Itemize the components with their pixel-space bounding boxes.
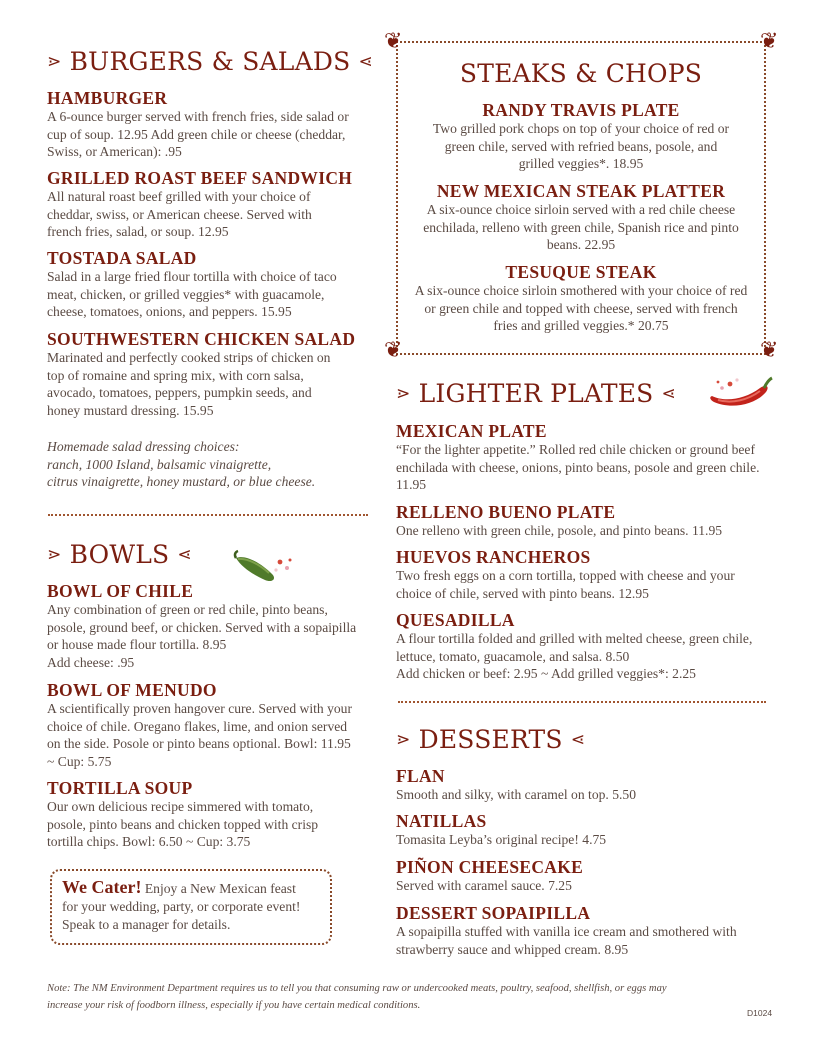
arrow-ornament-icon: ⋗	[396, 730, 411, 750]
menu-item	[412, 262, 750, 335]
menu-item	[396, 766, 768, 804]
red-chile-pepper-icon	[704, 374, 774, 412]
item-name: RELLENO BUENO PLATE	[396, 502, 616, 522]
item-description: Salad in a large fried flour tortilla with choice of taco meat, chicken, or grilled veggies* with guacamole, cheese, tomatoes, onions, and peppers. 15.95	[47, 269, 337, 319]
arrow-ornament-icon: ⋖	[177, 545, 192, 565]
item-name: FLAN	[396, 766, 445, 786]
item-name: TORTILLA SOUP	[47, 778, 193, 798]
section-title-burgers-salads: ⋗ BURGERS & SALADS ⋖	[47, 47, 374, 76]
section-divider	[398, 701, 766, 703]
item-description: A 6-ounce burger served with french fries, side salad or cup of soup. 12.95 Add green chile or cheese (cheddar, Swiss, or American): .95	[47, 109, 349, 159]
corner-flourish-icon: ❦	[384, 338, 403, 363]
menu-item	[47, 329, 369, 419]
item-description: “For the lighter appetite.” Rolled red chile chicken or ground beef enchilada with cheese, onions, pinto beans, posole and green chile. 11.95	[396, 442, 760, 492]
item-name: RANDY TRAVIS PLATE	[482, 100, 680, 120]
item-extra: Add cheese: .95	[47, 654, 135, 670]
item-description: A scientifically proven hangover cure. Served with your choice of chile. Oregano flakes, lime, and onion served on the side. Posole or pinto beans optional. Bowl: 11.95 ~ Cup: 5.75	[47, 701, 353, 769]
item-name: MEXICAN PLATE	[396, 421, 547, 441]
item-name: TESUQUE STEAK	[505, 262, 657, 282]
item-description: Served with caramel sauce. 7.25	[396, 878, 572, 893]
item-description: A six-ounce choice sirloin smothered with your choice of red or green chile and topped with cheese, served with french fries and grilled veggies.* 20.75	[414, 283, 748, 333]
item-description: A sopaipilla stuffed with vanilla ice cream and smothered with strawberry sauce and whipped cream. 8.95	[396, 924, 737, 957]
item-name: DESSERT SOPAIPILLA	[396, 903, 591, 923]
arrow-ornament-icon: ⋗	[396, 384, 411, 404]
item-name: NATILLAS	[396, 811, 487, 831]
arrow-ornament-icon: ⋖	[661, 384, 677, 404]
menu-item	[47, 778, 369, 851]
menu-code: D1024	[747, 1008, 773, 1018]
arrow-ornament-icon: ⋗	[47, 545, 62, 565]
item-name: QUESADILLA	[396, 610, 515, 630]
item-description: A six-ounce choice sirloin served with a red chile cheese enchilada, relleno with green chile, Spanish rice and pinto beans. 22.95	[423, 202, 739, 252]
corner-flourish-icon: ❦	[384, 29, 403, 54]
menu-item	[396, 811, 768, 849]
menu-item	[396, 502, 768, 540]
item-name: GRILLED ROAST BEEF SANDWICH	[47, 168, 353, 188]
section-divider	[48, 514, 368, 516]
catering-callout: We Cater! Enjoy a New Mexican feast for your wedding, party, or corporate event! Speak to a manager for details.	[50, 869, 332, 945]
menu-item	[396, 903, 768, 958]
menu-item	[396, 857, 768, 895]
arrow-ornament-icon: ⋖	[570, 730, 586, 750]
menu-item	[412, 181, 750, 254]
menu-item	[47, 168, 369, 241]
section-title-desserts: ⋗ DESSERTS ⋖	[396, 725, 586, 754]
menu-item	[396, 421, 768, 494]
item-description: Marinated and perfectly cooked strips of chicken on top of romaine and spring mix, with corn salsa, avocado, tomatoes, peppers, pumpkin seeds, and honey mustard dressing. 15.95	[47, 350, 331, 418]
item-description: Any combination of green or red chile, pinto beans, posole, ground beef, or chicken. Served with a sopaipilla or house made flour tortilla. 8.95	[47, 602, 357, 652]
section-title-bowls: ⋗ BOWLS ⋖	[47, 540, 192, 569]
corner-flourish-icon: ❦	[760, 29, 779, 54]
item-extra: Add chicken or beef: 2.95 ~ Add grilled veggies*: 2.25	[396, 666, 696, 681]
menu-item	[396, 547, 768, 602]
item-name: HUEVOS RANCHEROS	[396, 547, 591, 567]
menu-item	[47, 680, 369, 770]
item-description: One relleno with green chile, posole, and pinto beans. 11.95	[396, 523, 723, 538]
arrow-ornament-icon: ⋗	[47, 52, 62, 72]
item-description: Our own delicious recipe simmered with tomato, posole, pinto beans and chicken topped with crisp tortilla chips. Bowl: 6.50 ~ Cup: 3.75	[47, 799, 319, 849]
item-description: Smooth and silky, with caramel on top. 5.50	[396, 787, 637, 802]
item-description: Two fresh eggs on a corn tortilla, topped with cheese and your choice of chile, served with pinto beans. 12.95	[396, 568, 735, 601]
item-name: BOWL OF MENUDO	[47, 680, 217, 700]
menu-item	[47, 248, 369, 321]
item-name: PIÑON CHEESECAKE	[396, 857, 584, 877]
cater-headline: We Cater!	[62, 877, 142, 897]
item-description: Two grilled pork chops on top of your choice of red or green chile, served with refried beans, posole, and grilled veggies*. 18.95	[432, 121, 730, 171]
item-description: Tomasita Leyba’s original recipe! 4.75	[396, 832, 607, 847]
menu-item	[47, 581, 369, 671]
item-name: NEW MEXICAN STEAK PLATTER	[436, 181, 726, 201]
menu-item	[47, 88, 369, 161]
corner-flourish-icon: ❦	[760, 338, 779, 363]
item-name: HAMBURGER	[47, 88, 168, 108]
section-title-lighter-plates: ⋗ LIGHTER PLATES ⋖	[396, 379, 677, 408]
item-description: A flour tortilla folded and grilled with melted cheese, green chile, lettuce, tomato, guacamole, and salsa. 8.50	[396, 631, 753, 664]
arrow-ornament-icon: ⋖	[358, 52, 374, 72]
menu-item	[412, 100, 750, 173]
item-name: TOSTADA SALAD	[47, 248, 197, 268]
section-title-steaks-chops: STEAKS & CHOPS	[459, 59, 703, 88]
dressing-note: Homemade salad dressing choices: ranch, 1000 Island, balsamic vinaigrette, citrus vinaigrette, honey mustard, or blue cheese.	[47, 439, 316, 489]
item-name: BOWL OF CHILE	[47, 581, 194, 601]
health-disclaimer: Note: The NM Environment Department requires us to tell you that consuming raw or undercooked meats, poultry, seafood, shellfish, or eggs may increase your risk of foodborn illness, especially if you have certain medical conditions.	[47, 983, 667, 1011]
item-description: All natural roast beef grilled with your choice of cheddar, swiss, or American cheese. Served with french fries, salad, or soup. 12.95	[47, 189, 312, 239]
menu-item	[396, 610, 768, 683]
item-name: SOUTHWESTERN CHICKEN SALAD	[47, 329, 356, 349]
